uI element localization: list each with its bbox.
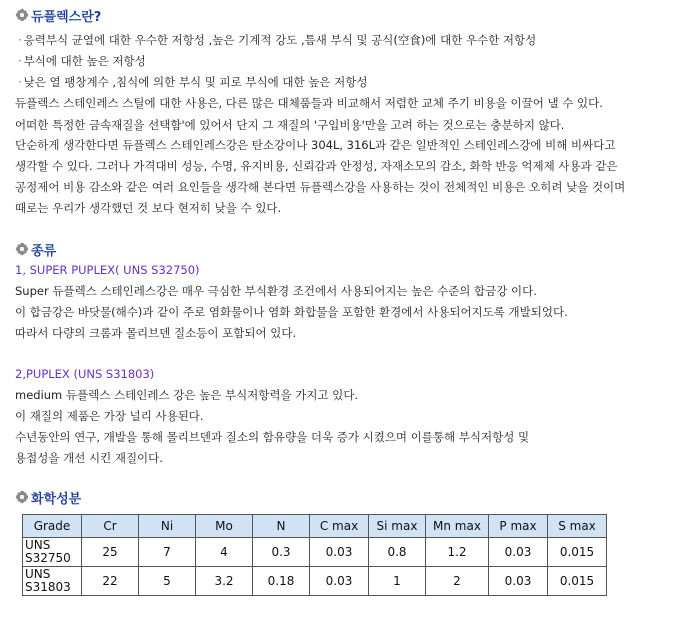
- table-header-cell: Ni: [139, 515, 196, 538]
- type-heading-super-duplex: 1, SUPER PUPLEX( UNS S32750): [15, 263, 200, 277]
- table-row: [23, 567, 607, 596]
- table-cell: 3.2: [196, 567, 253, 596]
- paragraph-line: 단순하게 생각한다면 듀플렉스 스테인레스강은 탄소강이나 304L, 316L과 같은 일반적인 스테인레스강에 비해 비싸다고: [15, 138, 616, 152]
- table-header-cell: C max: [310, 515, 369, 538]
- table-cell: 0.015: [548, 538, 607, 567]
- section-title: 화학성분: [31, 491, 82, 507]
- bullet-item: · 응력부식 균열에 대한 우수한 저항성 ,높은 기계적 강도 ,틈새 부식 및 공식(空食)에 대한 우수한 저항성: [18, 33, 537, 47]
- table-cell: 0.8: [369, 538, 426, 567]
- table-cell: 2: [426, 567, 489, 596]
- table-cell: 7: [139, 538, 196, 567]
- table-cell: 0.03: [310, 538, 369, 567]
- table-cell: 22: [82, 567, 139, 596]
- flower-ornament-icon: [15, 490, 29, 504]
- table-cell: 0.18: [253, 567, 310, 596]
- table-header-row: [23, 515, 607, 538]
- grade-cell: UNS S31803: [23, 567, 82, 596]
- flower-ornament-icon: [15, 8, 29, 22]
- table-cell: 5: [139, 567, 196, 596]
- chemical-composition-table: [22, 514, 607, 596]
- bullet-item: · 낮은 열 팽창계수 ,침식에 의한 부식 및 피로 부식에 대한 높은 저항성: [18, 75, 368, 89]
- paragraph-line: 어떠한 특정한 금속재질을 선택함'에 있어서 단지 그 재질의 '구입비용'만을 고려 하는 것으로는 충분하지 않다.: [15, 118, 565, 132]
- paragraph-line: 이 합금강은 바닷물(해수)과 같이 주로 염화물이나 염화 화합물을 포함한 환경에서 사용되어지도록 개발되었다.: [15, 305, 568, 319]
- table-cell: 0.03: [310, 567, 369, 596]
- grade-cell: UNS S32750: [23, 538, 82, 567]
- table-cell: 1: [369, 567, 426, 596]
- paragraph-line: 공정제어 비용 감소와 같은 여러 요인들을 생각해 본다면 듀플렉스강을 사용하는 것이 전체적인 비용은 오히려 낮을 것이며: [15, 180, 626, 194]
- bullet-item: · 부식에 대한 높은 저항성: [18, 54, 146, 68]
- paragraph-line: 수년동안의 연구, 개발을 통해 몰리브덴과 질소의 함유량을 더욱 증가 시켰으며 이를통해 부식저항성 및: [15, 430, 530, 444]
- table-cell: 4: [196, 538, 253, 567]
- table-cell: 0.015: [548, 567, 607, 596]
- table-row: [23, 538, 607, 567]
- table-cell: 0.03: [489, 567, 548, 596]
- table-header-cell: Si max: [369, 515, 426, 538]
- paragraph-line: 생각할 수 있다. 그러나 가격대비 성능, 수명, 유지비용, 신뢰감과 안정성, 자재소모의 감소, 화학 반응 억제제 사용과 같은: [15, 159, 618, 173]
- paragraph-line: Super 듀플렉스 스테인레스강은 매우 극심한 부식환경 조건에서 사용되어지는 높은 수준의 합금강 이다.: [15, 284, 537, 298]
- flower-ornament-icon: [15, 242, 29, 256]
- table-header-cell: Grade: [23, 515, 82, 538]
- paragraph-line: 따라서 다량의 크롬과 몰리브덴 질소등이 포함되어 있다.: [15, 326, 297, 340]
- paragraph-line: medium 듀플렉스 스테인레스 강은 높은 부식저항력을 가지고 있다.: [15, 388, 359, 402]
- table-header-cell: P max: [489, 515, 548, 538]
- table-cell: 25: [82, 538, 139, 567]
- table-header-cell: Cr: [82, 515, 139, 538]
- section-heading-chemical: [15, 488, 81, 506]
- table-header-cell: S max: [548, 515, 607, 538]
- table-header-cell: Mo: [196, 515, 253, 538]
- table-cell: 0.3: [253, 538, 310, 567]
- section-title: 종류: [31, 243, 57, 259]
- table-header-cell: N: [253, 515, 310, 538]
- type-heading-duplex: 2,PUPLEX (UNS S31803): [15, 367, 155, 381]
- paragraph-line: 듀플렉스 스테인레스 스틸에 대한 사용은, 다른 많은 대체품들과 비교해서 저렴한 교체 주기 비용을 이끌어 낼 수 있다.: [15, 96, 603, 110]
- section-heading-types: [15, 240, 56, 258]
- paragraph-line: 용접성을 개선 시킨 재질이다.: [15, 451, 163, 465]
- paragraph-line: 이 재질의 제품은 가장 널리 사용된다.: [15, 409, 204, 423]
- table-header-cell: Mn max: [426, 515, 489, 538]
- table-cell: 1.2: [426, 538, 489, 567]
- section-title: 듀플렉스란?: [31, 9, 102, 25]
- paragraph-line: 때로는 우리가 생각했던 것 보다 현저히 낮을 수 있다.: [15, 201, 282, 215]
- table-cell: 0.03: [489, 538, 548, 567]
- section-heading-duplex: [15, 6, 101, 24]
